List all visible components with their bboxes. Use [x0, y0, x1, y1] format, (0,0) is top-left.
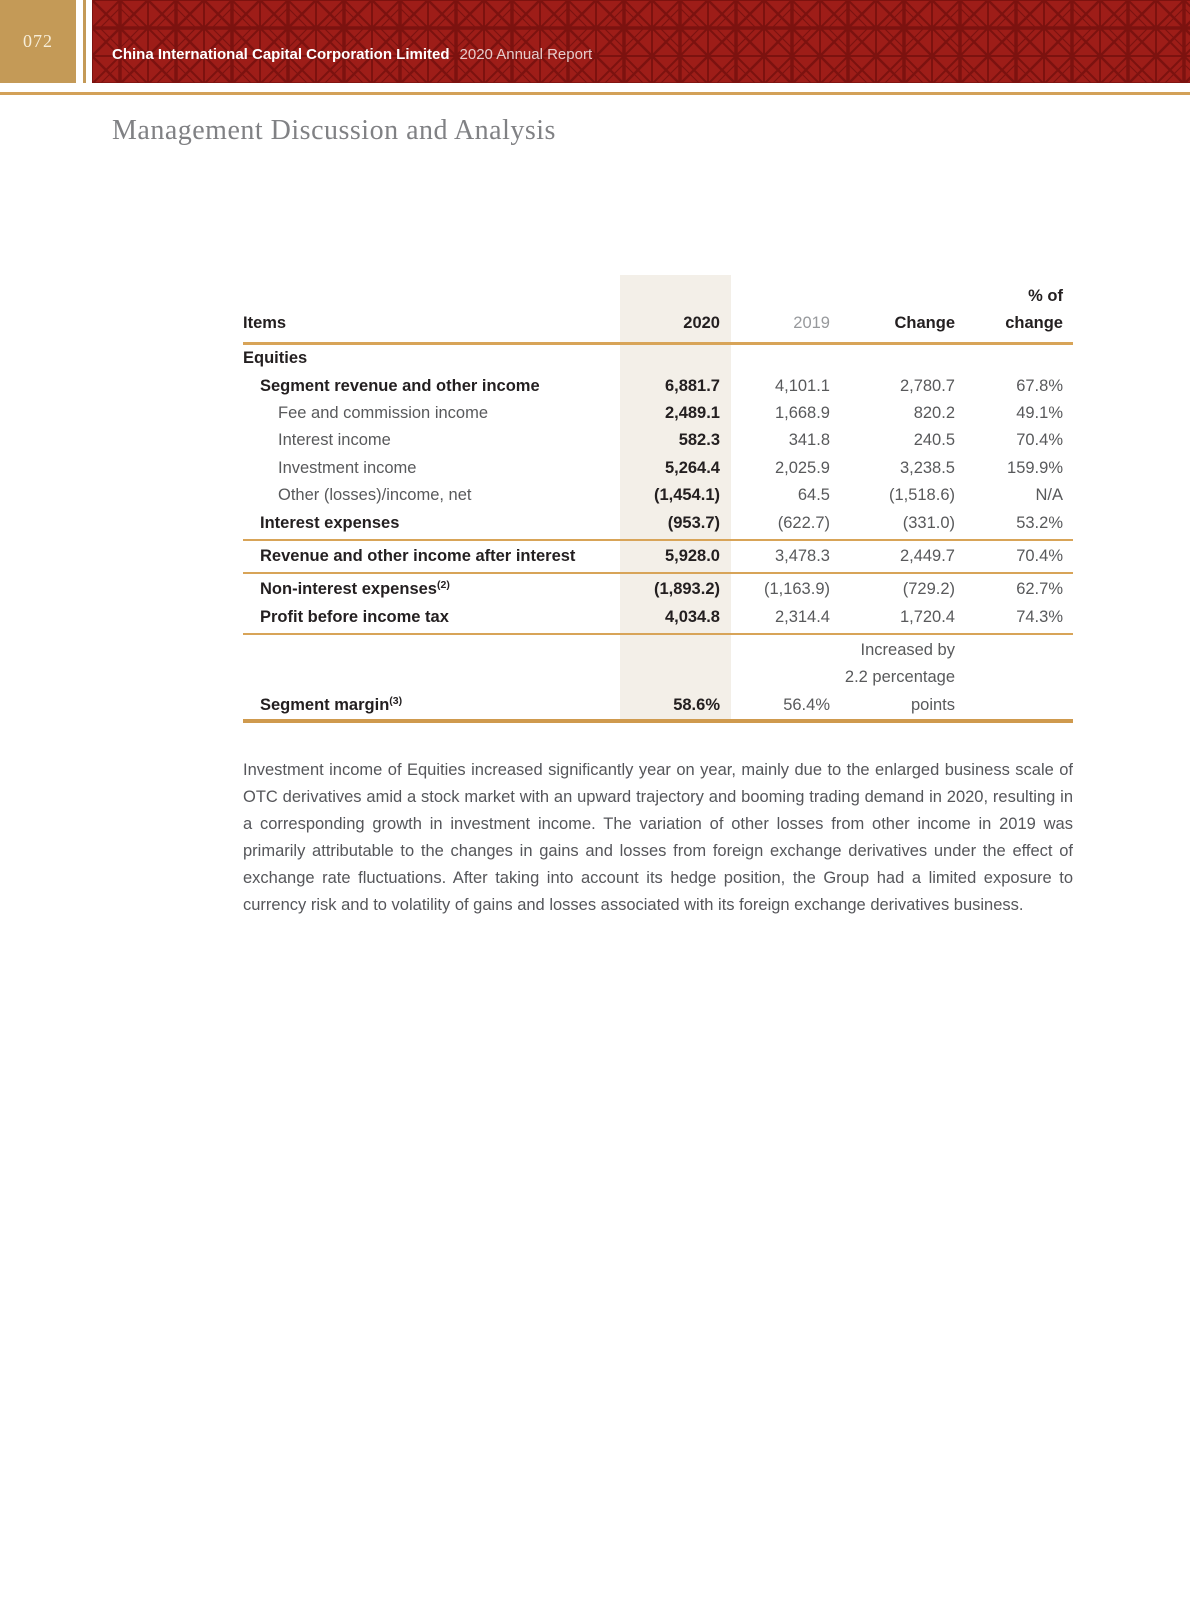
table-bottom-rule: [243, 719, 1073, 723]
row-label: Investment income: [278, 458, 417, 477]
page-header: [0, 0, 1190, 95]
value-change: 2,449.7: [899, 546, 955, 565]
table-row-other-losses: [243, 482, 1073, 509]
value-change: points: [910, 695, 955, 714]
value-2020: (953.7): [667, 513, 720, 532]
value-2020: 582.3: [678, 431, 720, 450]
footnote-ref: (2): [436, 579, 450, 592]
table-row-note-line2: [243, 664, 1073, 691]
row-label: Profit before income tax: [260, 607, 449, 626]
table-row-segment-revenue: [243, 372, 1073, 399]
header-change: Change: [894, 314, 955, 332]
row-label: Interest income: [278, 431, 391, 450]
row-label: Segment margin$^{(3)}$: [260, 694, 403, 714]
value-pct: 62.7%: [1016, 580, 1063, 599]
value-2020: 58.6%: [673, 695, 720, 714]
value-pct: 53.2%: [1016, 513, 1063, 532]
value-2019: 2,314.4: [774, 607, 830, 626]
value-2020: 5,928.0: [664, 546, 720, 565]
value-2020: 4,034.8: [664, 607, 720, 626]
header-2019: 2019: [793, 314, 830, 332]
value-2019: 2,025.9: [774, 458, 830, 477]
table-separator: [243, 539, 1073, 541]
value-2020: (1,893.2): [653, 580, 720, 599]
value-2019: (622.7): [777, 513, 830, 532]
value-pct: 49.1%: [1016, 403, 1063, 422]
value-change: 240.5: [913, 431, 955, 450]
value-change: (1,518.6): [888, 486, 955, 505]
table-row-segment-margin: [243, 692, 1073, 719]
row-label: Other (losses)/income, net: [278, 486, 472, 505]
row-label: Non-interest expenses$^{(2)}$: [260, 579, 450, 599]
table-body: [243, 345, 1073, 719]
table-separator: [243, 572, 1073, 574]
value-2019: 56.4%: [783, 695, 830, 714]
value-2019: 3,478.3: [774, 546, 830, 565]
value-change: (729.2): [902, 580, 955, 599]
value-change: 2.2 percentage: [844, 668, 955, 687]
value-change: 3,238.5: [899, 458, 955, 477]
value-2019: (1,163.9): [763, 580, 830, 599]
value-pct: 67.8%: [1016, 376, 1063, 395]
row-label: Fee and commission income: [278, 403, 489, 422]
row-label: Revenue and other income after interest: [260, 546, 576, 565]
report-title: 2020 Annual Report: [459, 46, 593, 63]
value-pct: 159.9%: [1007, 458, 1063, 477]
value-2019: 1,668.9: [774, 403, 830, 422]
value-2019: 64.5: [797, 486, 830, 505]
company-name: China International Capital Corporation Limited: [112, 46, 450, 63]
value-2020: (1,454.1): [653, 486, 720, 505]
page-number: 072: [0, 0, 76, 83]
table-row-note-line1: [243, 637, 1073, 664]
table-row-interest-income: [243, 427, 1073, 454]
header-banner: [92, 0, 1190, 83]
analysis-paragraph: Investment income of Equities increased significantly year on year, mainly due to the enlarged business scale of OTC derivatives amid a stock market with an upward trajectory and booming trading demand in 2020, resulting in a corresponding growth in investment income. The variation of other losses from other income in 2019 was primarily attributable to the changes in gains and losses from foreign exchange derivatives under the effect of exchange rate fluctuations. After taking into account its hedge position, the Group had a limited exposure to currency risk and to volatility of gains and losses associated with its foreign exchange derivatives business.: [243, 761, 1073, 915]
table-row-non-interest-expenses: [243, 576, 1073, 603]
table-row-revenue-after-interest: [243, 543, 1073, 570]
table-row-interest-expenses: [243, 509, 1073, 536]
table-header-row: [243, 310, 1073, 337]
value-pct: 74.3%: [1016, 607, 1063, 626]
row-label: Equities: [243, 349, 308, 368]
footnote-ref: (3): [389, 694, 403, 707]
value-2020: 2,489.1: [664, 403, 720, 422]
value-change: 820.2: [913, 403, 955, 422]
value-2019: 4,101.1: [774, 376, 830, 395]
value-2019: 341.8: [788, 431, 830, 450]
equities-financial-table: [243, 275, 1073, 723]
banner-text: [112, 0, 592, 83]
header-items: Items: [243, 314, 287, 332]
table-separator: [243, 633, 1073, 635]
value-2020: 6,881.7: [664, 376, 720, 395]
header-pct-line1: % of: [1028, 287, 1063, 305]
header-gold-rule: [0, 92, 1190, 95]
row-label: Interest expenses: [260, 513, 400, 532]
table-header: [243, 275, 1073, 345]
table-row-equities: [243, 345, 1073, 372]
value-pct: 70.4%: [1016, 431, 1063, 450]
table-header-row-top: [243, 283, 1073, 310]
value-change: 1,720.4: [899, 607, 955, 626]
table-row-profit-before-tax: [243, 604, 1073, 631]
value-change: Increased by: [860, 641, 955, 660]
value-2020: 5,264.4: [664, 458, 720, 477]
row-label: Segment revenue and other income: [260, 376, 540, 395]
header-2020: 2020: [683, 314, 720, 332]
table-row-investment-income: [243, 455, 1073, 482]
table-row-fee-commission: [243, 400, 1073, 427]
value-change: 2,780.7: [899, 376, 955, 395]
value-pct: N/A: [1035, 486, 1063, 505]
page-title: Management Discussion and Analysis: [112, 115, 556, 146]
value-pct: 70.4%: [1016, 546, 1063, 565]
header-vertical-rule: [83, 0, 86, 83]
value-change: (331.0): [902, 513, 955, 532]
header-pct-line2: change: [1005, 314, 1063, 332]
